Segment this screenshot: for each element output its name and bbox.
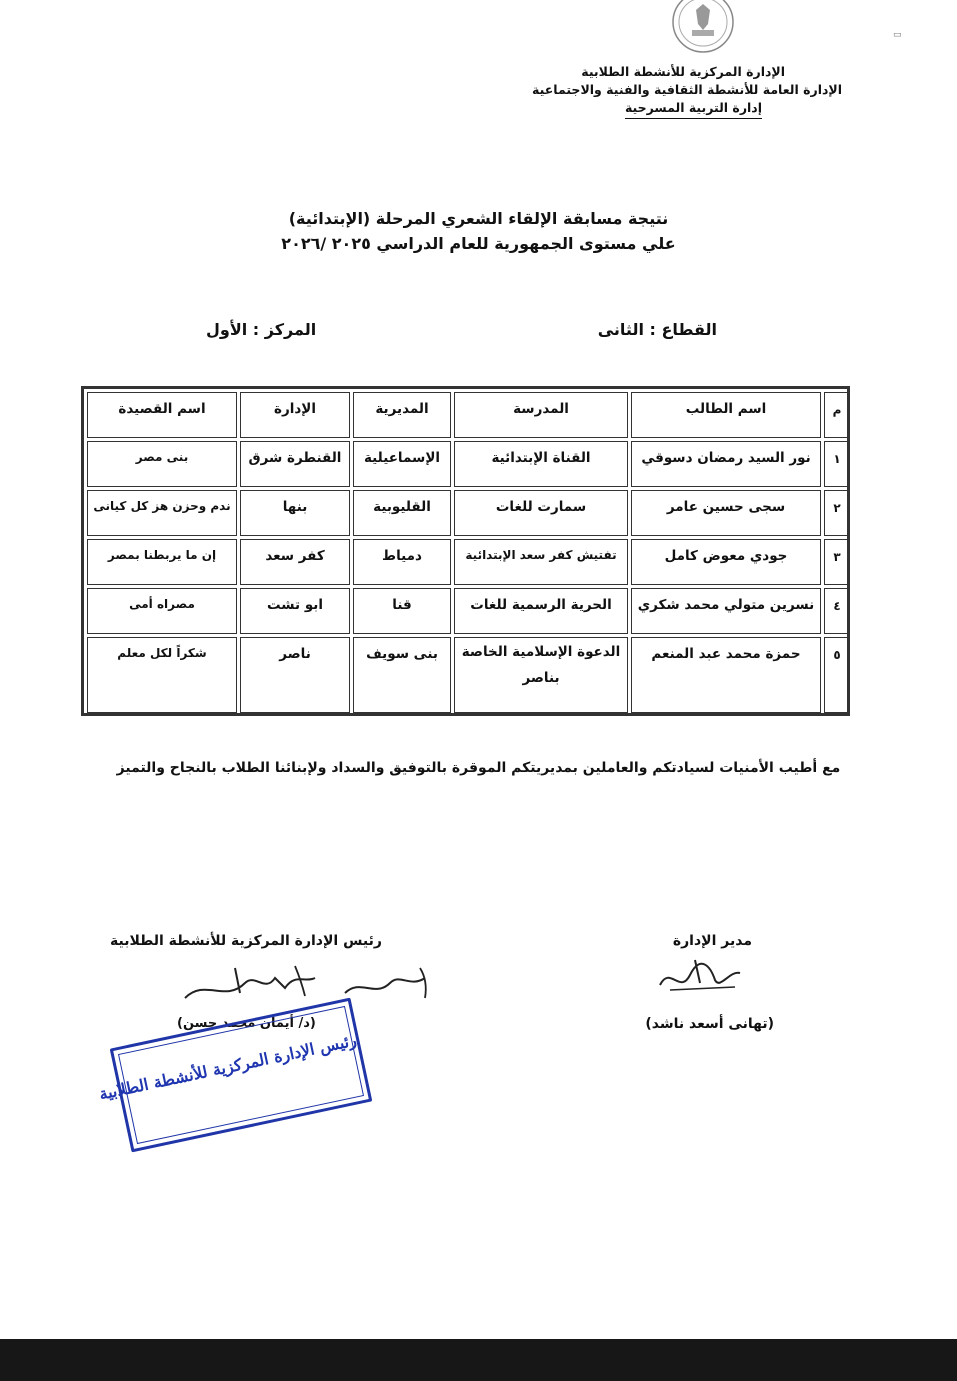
cell-student: نسرين متولي محمد شكري xyxy=(631,588,821,634)
closing-text-content: مع أطيب الأمنيات لسيادتكم والعاملين بمديريتكم الموقرة بالتوفيق والسداد ولإبنائنا الطلاب بالنجاح والتميز xyxy=(116,760,841,776)
header-school: المدرسة xyxy=(454,392,628,438)
table-row xyxy=(87,441,850,487)
cell-student: نور السيد رمضان دسوقي xyxy=(631,441,821,487)
stamp-text: رئيس الإدارة المركزية للأنشطة الطلابية xyxy=(97,1030,359,1104)
header-poem: اسم القصيدة xyxy=(87,392,237,438)
header-directorate: المديرية xyxy=(353,392,451,438)
cell-directorate: بنى سويف xyxy=(353,637,451,713)
bottom-bar xyxy=(0,1339,957,1381)
head-name: (د/ أيمان محمد حسن) xyxy=(177,1016,316,1031)
cell-poem: شكراً لكل معلم xyxy=(87,637,237,713)
cell-school: الحرية الرسمية للغات xyxy=(454,588,628,634)
official-stamp xyxy=(97,998,373,1153)
cell-school: القناة الإبتدائية xyxy=(454,441,628,487)
cell-administration: ناصر xyxy=(240,637,350,713)
head-title: رئيس الإدارة المركزية للأنشطة الطلابية xyxy=(110,933,382,949)
document-title: نتيجة مسابقة الإلقاء الشعري المرحلة (الإبتدائية) xyxy=(288,209,669,228)
rank-label: المركز : الأول xyxy=(206,320,317,339)
header-line-2: الإدارة العامة للأنشطة الثقافية والفنية والاجتماعية xyxy=(532,82,842,97)
cell-directorate: القليوبية xyxy=(353,490,451,536)
header-line-1: الإدارة المركزية للأنشطة الطلابية xyxy=(581,64,785,79)
cell-school: تفتيش كفر سعد الإبتدائية xyxy=(454,539,628,585)
header-administration: الإدارة xyxy=(240,392,350,438)
cell-administration: بنها xyxy=(240,490,350,536)
cell-school: سمارت للغات xyxy=(454,490,628,536)
cell-directorate: دمياط xyxy=(353,539,451,585)
cell-administration: القنطرة شرق xyxy=(240,441,350,487)
header-num: م xyxy=(824,392,850,438)
header-student: اسم الطالب xyxy=(631,392,821,438)
table-row xyxy=(87,588,850,634)
cell-num: ١ xyxy=(824,441,850,487)
cell-student: حمزة محمد عبد المنعم xyxy=(631,637,821,713)
cell-poem: إن ما يربطنا بمصر xyxy=(87,539,237,585)
cell-num: ٥ xyxy=(824,637,850,713)
cell-num: ٢ xyxy=(824,490,850,536)
closing-text xyxy=(0,760,957,776)
document-subtitle: علي مستوى الجمهورية للعام الدراسي ٢٠٢٥ /٢٠٢٦ xyxy=(281,234,676,253)
cell-directorate: الإسماعيلية xyxy=(353,441,451,487)
cell-school: الدعوة الإسلامية الخاصة بناصر xyxy=(454,637,628,713)
cell-num: ٣ xyxy=(824,539,850,585)
cell-num: ٤ xyxy=(824,588,850,634)
stamp-frame xyxy=(97,998,373,1153)
cell-poem: بنى مصر xyxy=(87,441,237,487)
table-row xyxy=(87,637,850,713)
header-line-3: إدارة التربية المسرحية xyxy=(625,100,762,119)
cell-administration: كفر سعد xyxy=(240,539,350,585)
ministry-seal-logo xyxy=(668,0,738,60)
director-title: مدير الإدارة xyxy=(672,933,752,949)
table-row xyxy=(87,539,850,585)
director-name: (تهانى أسعد ناشد) xyxy=(645,1016,774,1032)
cell-administration: ابو تشت xyxy=(240,588,350,634)
table-header-row xyxy=(87,392,850,438)
cell-student: جودي معوض كامل xyxy=(631,539,821,585)
corner-mark-icon: ▭ xyxy=(893,30,902,40)
director-signature-icon xyxy=(640,955,750,1005)
sector-label: القطاع : الثانى xyxy=(597,320,717,339)
cell-directorate: قنا xyxy=(353,588,451,634)
cell-student: سجى حسين عامر xyxy=(631,490,821,536)
cell-poem: مصراه أمى xyxy=(87,588,237,634)
cell-poem: ندم وحزن هز كل كيانى xyxy=(87,490,237,536)
results-table xyxy=(81,386,850,716)
table-row xyxy=(87,490,850,536)
